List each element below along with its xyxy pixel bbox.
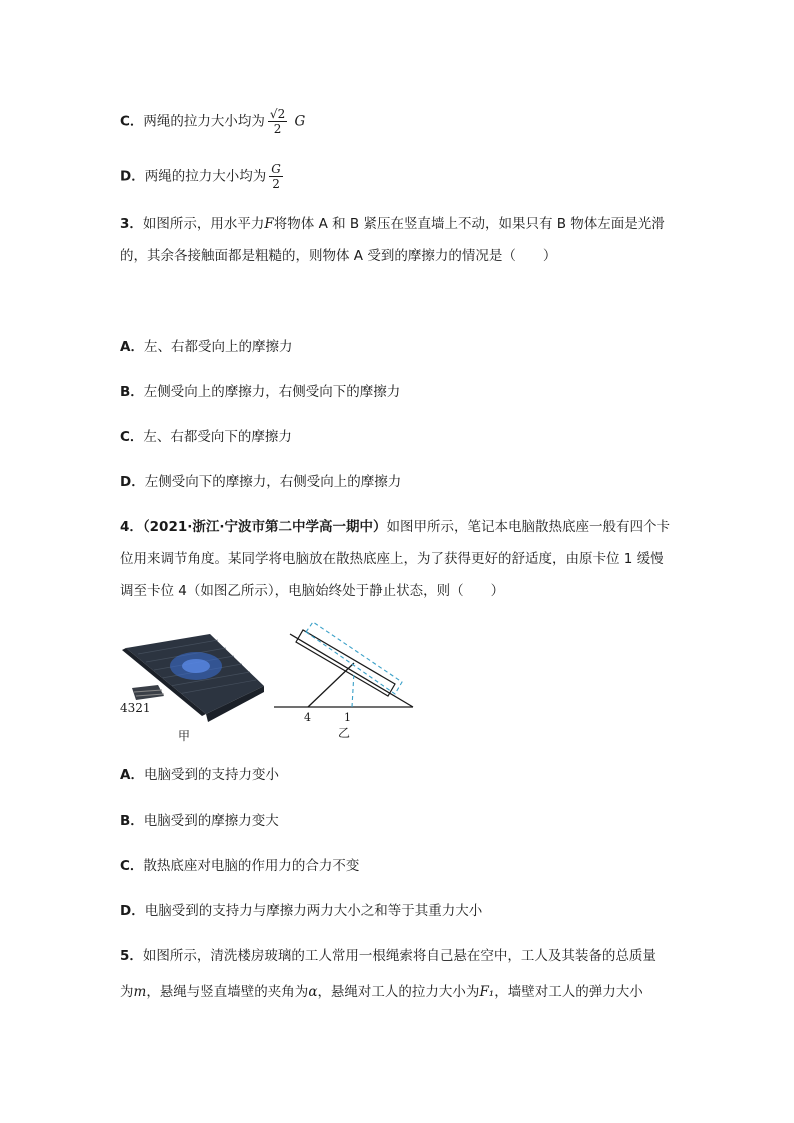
option-label: C． xyxy=(120,113,144,130)
laptop-cooler-figure xyxy=(118,630,268,725)
option-label: D． xyxy=(120,474,145,490)
option-text: 散热底座对电脑的作用力的合力不变 xyxy=(143,858,360,874)
q5-line-1 xyxy=(120,946,656,966)
slot-1-label: 1 xyxy=(344,711,351,724)
q3-option-b xyxy=(120,382,400,402)
option-label: C． xyxy=(120,858,144,874)
var-f: F xyxy=(264,216,274,232)
support-slot-4 xyxy=(308,663,354,707)
option-text: 两绳的拉力大小均为 xyxy=(144,168,267,185)
var-g: G xyxy=(294,113,306,130)
var-m: m xyxy=(133,984,147,1000)
q4-text-1: 如图甲所示，笔记本电脑散热底座一般有四个卡 xyxy=(386,519,670,535)
option-text: 左侧受向下的摩擦力，右侧受向上的摩擦力 xyxy=(144,474,402,490)
laptop-dashed xyxy=(306,622,402,694)
option-text: 两绳的拉力大小均为 xyxy=(143,113,265,130)
option-text: 左侧受向上的摩擦力，右侧受向下的摩擦力 xyxy=(143,384,401,400)
base-board xyxy=(290,634,413,707)
q4-option-c xyxy=(120,856,359,876)
q5-text-2c: ，悬绳对工人的拉力大小为 xyxy=(317,984,480,1000)
var-alpha: α xyxy=(308,984,318,1000)
fraction-sqrt2-over-2 xyxy=(268,107,287,136)
q4-option-d xyxy=(120,901,482,921)
q4-line-2: 位用来调节角度。某同学将电脑放在散热底座上，为了获得更好的舒适度，由原卡位 1 缓慢 xyxy=(120,551,664,567)
laptop-solid xyxy=(296,630,395,696)
slot-diagram-figure xyxy=(270,618,420,724)
q5-text-2a: 为 xyxy=(120,984,134,1000)
q4-option-b xyxy=(120,811,279,831)
fraction-numerator: √2 xyxy=(269,107,286,121)
q4-source: （2021·浙江·宁波市第二中学高一期中） xyxy=(142,519,387,535)
q5-number: 5． xyxy=(120,948,143,964)
fraction-denominator: 2 xyxy=(272,177,280,191)
option-label: A． xyxy=(120,339,144,355)
option-c-prev xyxy=(120,107,305,136)
fraction-numerator: G xyxy=(271,162,281,176)
fraction-denominator: 2 xyxy=(273,122,282,136)
support-slot-1 xyxy=(352,672,354,707)
q3-number: 3． xyxy=(120,216,143,232)
q3-line-2: 的，其余各接触面都是粗糙的，则物体 A 受到的摩擦力的情况是（ ） xyxy=(120,248,557,264)
q3-line-1 xyxy=(120,214,665,234)
q4-line-1 xyxy=(120,517,670,537)
q3-option-c xyxy=(120,427,292,447)
q3-option-a xyxy=(120,337,292,357)
option-d-prev xyxy=(120,162,286,191)
q4-number: 4． xyxy=(120,519,143,535)
q3-option-d xyxy=(120,472,401,492)
option-label: D． xyxy=(120,903,145,919)
q5-text-2d: ，墙壁对工人的弹力大小 xyxy=(494,984,643,1000)
option-label: D． xyxy=(120,168,145,185)
option-text: 电脑受到的支持力与摩擦力两力大小之和等于其重力大小 xyxy=(144,903,483,919)
option-label: C． xyxy=(120,429,144,445)
fraction-g-over-2 xyxy=(269,162,283,191)
q5-text-1: 如图所示，清洗楼房玻璃的工人常用一根绳索将自己悬在空中，工人及其装备的总质量 xyxy=(142,948,656,964)
var-f1: F₁ xyxy=(479,984,495,1000)
q3-text-b: 将物体 A 和 B 紧压在竖直墙上不动，如果只有 B 物体左面是光滑 xyxy=(273,216,665,232)
q5-text-2b: ，悬绳与竖直墙壁的夹角为 xyxy=(146,984,309,1000)
option-text: 左、右都受向上的摩擦力 xyxy=(143,339,293,355)
figure-yi-caption: 乙 xyxy=(338,726,351,740)
cooler-slot-labels: 4321 xyxy=(120,701,151,715)
slot-4-label: 4 xyxy=(304,711,311,724)
option-text: 电脑受到的支持力变小 xyxy=(143,767,279,783)
option-label: B． xyxy=(120,813,144,829)
q4-line-3: 调至卡位 4（如图乙所示），电脑始终处于静止状态，则（ ） xyxy=(120,583,505,599)
q3-text-a: 如图所示，用水平力 xyxy=(142,216,265,232)
option-text: 电脑受到的摩擦力变大 xyxy=(143,813,279,829)
option-text: 左、右都受向下的摩擦力 xyxy=(143,429,292,445)
option-label: A． xyxy=(120,767,144,783)
q5-line-2 xyxy=(120,982,643,1002)
q4-option-a xyxy=(120,765,279,785)
figure-jia-caption: 甲 xyxy=(178,729,191,743)
option-label: B． xyxy=(120,384,144,400)
cooler-stand xyxy=(132,685,164,700)
